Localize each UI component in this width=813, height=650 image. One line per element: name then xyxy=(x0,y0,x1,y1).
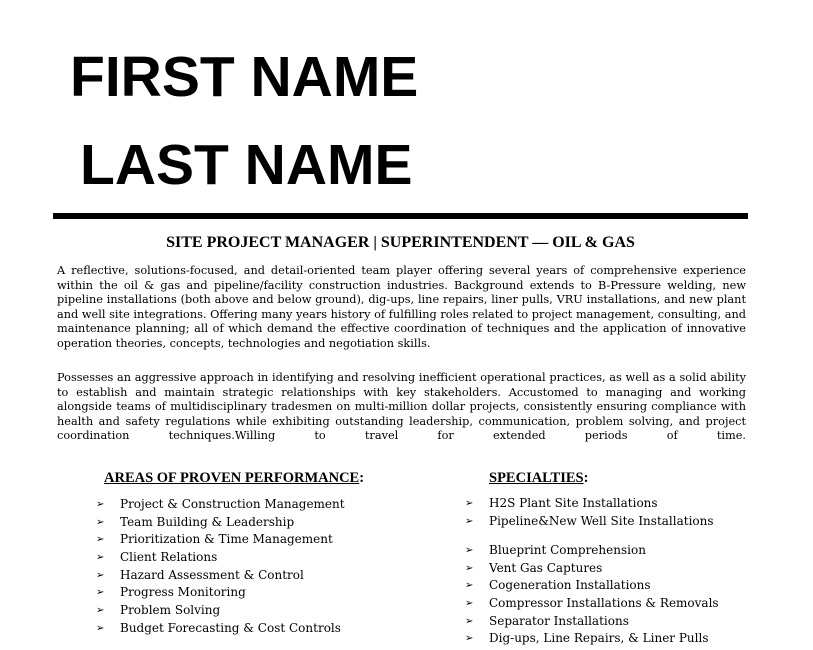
specialties-title-colon: : xyxy=(583,470,589,486)
list-item xyxy=(465,513,785,531)
arrow-bullet-icon: ➢ xyxy=(96,569,105,581)
areas-title-colon: : xyxy=(359,470,365,486)
list-item-label: H2S Plant Site Installations xyxy=(489,496,658,510)
specialties-list-group-1 xyxy=(465,495,785,530)
arrow-bullet-icon: ➢ xyxy=(465,498,474,509)
specialties-title-text: SPECIALTIES xyxy=(489,470,584,486)
specialties-list-group-2 xyxy=(465,542,785,648)
list-item xyxy=(465,595,785,613)
list-item xyxy=(465,495,785,513)
summary-paragraph-1: A reflective, solutions-focused, and detail-oriented team player offering several years of comprehensive experience within the oil & gas and pipeline/facility construction industries. Background extends to B-Pressure welding, new pipeline installations (both above and below ground), dig-ups, line repairs, liner pulls, VRU installations, and new plant and well site integrations. Offering many years history of fulfilling roles related to project management, consulting, and maintenance planning; all of which demand the effective coordination of techniques and the application of innovative operation theories, concepts, technologies and negotiation skills. xyxy=(57,264,746,350)
arrow-bullet-icon: ➢ xyxy=(465,545,474,556)
list-item-label: Blueprint Comprehension xyxy=(489,543,646,557)
list-item xyxy=(96,584,436,602)
summary-paragraph-2: Possesses an aggressive approach in identifying and resolving inefficient operational practices, as well as a solid ability to establish and maintain strategic relationships with key stakeholders. Accustomed to managing and working alongside teams of multidisciplinary tradesmen on multi-million dollar projects, consistently ensuring compliance with health and safety regulations while exhibiting outstanding leadership, communication, problem solving, and project coordination techniques.Willing to travel for extended periods of time. xyxy=(57,371,746,443)
arrow-bullet-icon: ➢ xyxy=(96,587,105,599)
list-item xyxy=(96,496,436,514)
header-divider xyxy=(53,213,748,219)
arrow-bullet-icon: ➢ xyxy=(465,515,474,527)
list-item xyxy=(96,567,436,585)
job-title-headline: SITE PROJECT MANAGER | SUPERINTENDENT — OIL & GAS xyxy=(166,234,635,251)
list-item xyxy=(96,531,436,549)
list-item xyxy=(96,514,436,532)
list-item-label: Progress Monitoring xyxy=(120,585,246,600)
list-item-label: Budget Forecasting & Cost Controls xyxy=(120,620,341,635)
list-item xyxy=(96,602,436,620)
areas-list xyxy=(96,496,436,638)
arrow-bullet-icon: ➢ xyxy=(465,598,474,610)
last-name-heading: LAST NAME xyxy=(80,133,413,197)
areas-section-title xyxy=(104,469,364,487)
arrow-bullet-icon: ➢ xyxy=(96,499,105,510)
arrow-bullet-icon: ➢ xyxy=(96,622,105,634)
list-item-label: Pipeline&New Well Site Installations xyxy=(489,513,714,528)
list-item-label: Compressor Installations & Removals xyxy=(489,596,719,611)
specialties-section-title xyxy=(489,469,588,487)
list-item-label: Cogeneration Installations xyxy=(489,578,651,593)
list-item-label: Client Relations xyxy=(120,550,218,565)
list-item-label: Hazard Assessment & Control xyxy=(120,567,304,582)
areas-title-text: AREAS OF PROVEN PERFORMANCE xyxy=(104,470,360,486)
list-item xyxy=(465,630,785,648)
list-item xyxy=(96,549,436,567)
list-item-label: Vent Gas Captures xyxy=(489,560,603,575)
list-item-label: Project & Construction Management xyxy=(120,497,345,511)
list-item-label: Prioritization & Time Management xyxy=(120,532,333,547)
list-item xyxy=(96,620,436,638)
arrow-bullet-icon: ➢ xyxy=(96,552,105,564)
list-item xyxy=(465,542,785,560)
list-item xyxy=(465,577,785,595)
arrow-bullet-icon: ➢ xyxy=(96,534,105,546)
list-item xyxy=(465,613,785,631)
list-item-label: Problem Solving xyxy=(120,603,221,618)
arrow-bullet-icon: ➢ xyxy=(465,580,474,592)
list-item xyxy=(465,560,785,578)
arrow-bullet-icon: ➢ xyxy=(96,516,105,528)
arrow-bullet-icon: ➢ xyxy=(465,633,474,645)
arrow-bullet-icon: ➢ xyxy=(465,615,474,627)
list-item-label: Team Building & Leadership xyxy=(120,514,295,529)
arrow-bullet-icon: ➢ xyxy=(465,562,474,574)
first-name-heading: FIRST NAME xyxy=(70,45,419,109)
list-item-label: Separator Installations xyxy=(489,613,629,628)
list-item-label: Dig-ups, Line Repairs, & Liner Pulls xyxy=(489,631,709,646)
arrow-bullet-icon: ➢ xyxy=(96,605,105,617)
